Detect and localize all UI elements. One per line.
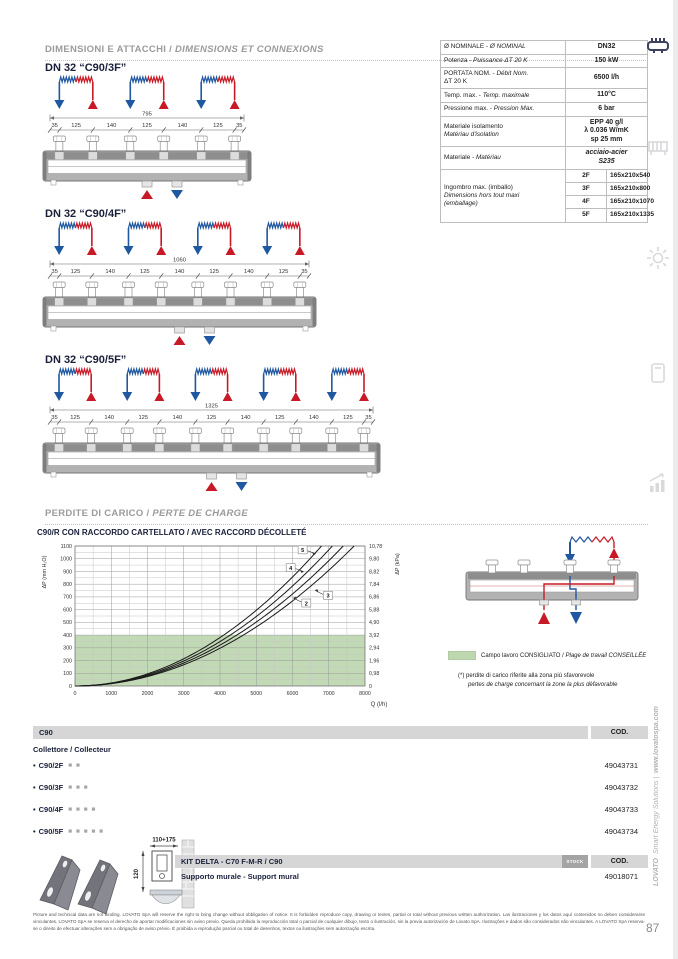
chart-legend: Campo lavoro CONSIGLIATO / Plage de travail CONSEILLÉE <box>448 651 648 660</box>
code-row: • C90/2F ■ ■ 49043731 <box>33 760 638 770</box>
svg-text:3: 3 <box>326 593 330 600</box>
svg-text:140: 140 <box>240 415 251 421</box>
svg-text:10,78: 10,78 <box>369 543 383 550</box>
svg-text:140: 140 <box>172 415 183 421</box>
svg-text:795: 795 <box>142 111 152 118</box>
section-title-fr: DIMENSIONS ET CONNEXIONS <box>175 44 324 55</box>
chart-icon <box>645 470 671 496</box>
svg-text:500: 500 <box>63 620 72 627</box>
svg-text:100: 100 <box>63 671 72 678</box>
svg-text:125: 125 <box>71 123 81 129</box>
spec-row: PORTATA NOM. - Débit Nom. ΔT 20 K 6500 l/h <box>441 68 648 89</box>
spec-row: Pressione max. - Pression Max. 6 bar <box>441 102 648 116</box>
svg-text:125: 125 <box>274 415 285 421</box>
tablet-icon <box>645 360 671 386</box>
svg-text:1000: 1000 <box>60 556 72 563</box>
svg-text:125: 125 <box>278 269 289 275</box>
svg-text:Q (l/h): Q (l/h) <box>370 702 388 708</box>
svg-text:5: 5 <box>301 548 305 555</box>
svg-text:35: 35 <box>51 415 58 421</box>
svg-text:125: 125 <box>70 415 80 421</box>
svg-text:ΔP (kPa): ΔP (kPa) <box>395 553 401 575</box>
svg-text:600: 600 <box>63 607 72 614</box>
kit-name: Supporto murale - Support mural <box>181 872 299 881</box>
spec-packing-row: 4F 165x210x1070 <box>441 196 648 209</box>
code-row: • C90/3F ■ ■ ■ 49043732 <box>33 782 638 792</box>
svg-text:125: 125 <box>206 415 217 421</box>
svg-text:0,98: 0,98 <box>369 671 380 678</box>
kit-delta-photo <box>34 840 129 918</box>
spec-table <box>440 40 655 223</box>
diagram-title-3f: DN 32 “C90/3F” <box>45 62 127 74</box>
svg-text:5000: 5000 <box>250 691 263 697</box>
svg-text:4: 4 <box>289 565 293 572</box>
codes-cod-label: COD. <box>591 726 648 739</box>
tab-icon-controller <box>645 360 671 391</box>
svg-text:140: 140 <box>174 269 185 275</box>
svg-text:125: 125 <box>142 123 152 129</box>
svg-text:2: 2 <box>304 601 308 608</box>
svg-text:400: 400 <box>63 632 72 639</box>
svg-text:35: 35 <box>365 415 372 421</box>
svg-text:2,94: 2,94 <box>369 645 380 652</box>
svg-text:0: 0 <box>369 683 372 690</box>
svg-text:5,88: 5,88 <box>369 607 380 614</box>
kit-delta-block <box>175 855 648 881</box>
spec-packing-row: 3F 165x210x800 <box>441 182 648 195</box>
svg-text:3,92: 3,92 <box>369 632 380 639</box>
tab-icon-charts <box>645 470 671 501</box>
codes-group-label: Collettore / Collecteur <box>33 745 111 754</box>
svg-text:300: 300 <box>63 645 72 652</box>
svg-text:1100: 1100 <box>60 543 72 550</box>
manifold-diagram-5f <box>42 366 391 502</box>
svg-text:125: 125 <box>213 123 223 129</box>
svg-text:ΔP (mm H₂O): ΔP (mm H₂O) <box>42 555 48 589</box>
svg-text:8000: 8000 <box>359 691 371 697</box>
section-header-dimensions: DIMENSIONI E ATTACCHI / DIMENSIONS ET CONNEXIONS <box>45 44 648 61</box>
svg-text:110+175: 110+175 <box>152 837 176 844</box>
svg-text:35: 35 <box>301 269 308 275</box>
pressure-drop-chart <box>33 538 438 718</box>
svg-text:7,84: 7,84 <box>369 581 380 588</box>
codes-header: C90 <box>33 726 588 739</box>
kit-code: 49018071 <box>604 872 638 881</box>
diagram-title-5f: DN 32 “C90/5F” <box>45 354 127 366</box>
spec-row: Temp. max. - Temp. maximale 110°C <box>441 89 648 103</box>
code-row: • C90/4F ■ ■ ■ ■ 49043733 <box>33 804 638 814</box>
code-row: • C90/5F ■ ■ ■ ■ ■ 49043734 <box>33 826 638 836</box>
svg-text:125: 125 <box>138 415 149 421</box>
svg-text:120: 120 <box>134 868 140 880</box>
spec-row: Ø NOMINALE - Ø NOMINAL DN32 <box>441 41 648 55</box>
svg-text:4,90: 4,90 <box>369 620 380 627</box>
radiator-icon <box>645 135 671 161</box>
stock-badge: STOCK <box>562 855 588 868</box>
tab-icon-solar <box>645 245 671 276</box>
chart-title: C90/R CON RACCORDO CARTELLATO / AVEC RACCORD DÉCOLLETÉ <box>37 528 307 537</box>
svg-text:700: 700 <box>63 594 72 601</box>
svg-text:140: 140 <box>104 415 115 421</box>
tab-icon-manifolds <box>645 32 671 63</box>
chart-note: (*) perdite di carico riferite alla zona più sfavorevole pertes de charge concernant la zone la plus défavorable <box>458 673 618 688</box>
svg-text:140: 140 <box>177 123 188 129</box>
svg-text:125: 125 <box>70 269 81 275</box>
manifold-diagram-3f <box>42 74 262 210</box>
svg-text:8,82: 8,82 <box>369 569 380 576</box>
page-edge <box>673 0 678 959</box>
svg-text:140: 140 <box>243 269 254 275</box>
page-number: 87 <box>646 921 660 935</box>
svg-text:6000: 6000 <box>286 691 299 697</box>
svg-text:125: 125 <box>139 269 150 275</box>
svg-text:9,80: 9,80 <box>369 556 380 563</box>
svg-text:1000: 1000 <box>105 691 118 697</box>
svg-text:800: 800 <box>63 581 72 588</box>
svg-text:0: 0 <box>69 683 72 690</box>
svg-text:1060: 1060 <box>173 257 186 264</box>
codes-table <box>33 726 648 842</box>
legend-swatch <box>448 651 476 660</box>
diagram-title-4f: DN 32 “C90/4F” <box>45 208 127 220</box>
spec-packing-row: 5F 165x210x1335 <box>441 209 648 222</box>
svg-text:900: 900 <box>63 569 72 576</box>
tab-icon-station <box>645 135 671 166</box>
svg-text:2000: 2000 <box>141 691 154 697</box>
spec-row: Materiale isolamento Matériau d'isolation EPP 40 g/l λ 0.036 W/mK sp 25 mm <box>441 116 648 147</box>
svg-text:140: 140 <box>105 269 116 275</box>
manifold-icon <box>645 32 671 58</box>
spec-row: Materiale - Matériau acciaio-acier S235 <box>441 147 648 169</box>
kit-title: KIT DELTA - C70 F-M-R / C90 <box>175 855 562 868</box>
svg-text:140: 140 <box>106 123 117 129</box>
svg-text:0: 0 <box>73 691 77 697</box>
manifold-flow-schematic <box>452 532 652 654</box>
section-header-pressure-drop: PERDITE DI CARICO / PERTE DE CHARGE <box>45 508 648 525</box>
svg-text:35: 35 <box>51 123 58 129</box>
svg-text:35: 35 <box>51 269 58 275</box>
svg-text:200: 200 <box>63 658 72 665</box>
manifold-diagram-4f <box>42 220 327 356</box>
svg-text:7000: 7000 <box>322 691 335 697</box>
spec-row: Potenza - Puissance ΔT 20 K 150 kW <box>441 54 648 68</box>
svg-text:1,96: 1,96 <box>369 658 380 665</box>
svg-text:125: 125 <box>343 415 353 421</box>
svg-text:6,86: 6,86 <box>369 594 380 601</box>
svg-text:1325: 1325 <box>205 403 218 410</box>
sun-icon <box>645 245 671 271</box>
svg-text:4000: 4000 <box>214 691 226 697</box>
section2-title-fr: PERTE DE CHARGE <box>152 508 249 519</box>
svg-text:140: 140 <box>308 415 319 421</box>
legal-disclaimer: Picture and technical data are not binding. LOVATO SpA will reserve the right to bring change without obbligation of notice. It is forbidden reproduce copy, drawing or textes, partial or total without previous written authorization. Las ilustraciones y los datos aquí contenidos no deben considerarse vinculantes. LOVATO SpA se reserva el derecho de aportar modificaciones sin aviso previo. Queda prohibida la reproducción total o parcial de cualquier dibujo, texto o ilustración, sin la previa autorización de Lovato SpA. Ilustrações e dados são considerados não vinculantes. A LOVATO SpA reserva-se o direito de efectuar alterações sem a obrigação de aviso prévio. É proibida a reprodução parcial ou total de desenhos, textos ou ilustrações sem autorização escrita. <box>33 912 645 931</box>
kit-cod-label: COD. <box>591 855 648 868</box>
svg-text:3000: 3000 <box>177 691 190 697</box>
section2-title-it: PERDITE DI CARICO <box>45 508 144 519</box>
spec-packing-row: Ingombro max. (imballo) Dimensions hors tout maxi (emballage) 2F 165x210x540 <box>441 169 648 182</box>
svg-text:125: 125 <box>209 269 220 275</box>
svg-text:35: 35 <box>236 123 243 129</box>
section-title-it: DIMENSIONI E ATTACCHI <box>45 44 167 55</box>
sidebar-brand-text: LOVATO Smart Energy Solutions | www.lovatospa.com <box>653 705 660 886</box>
